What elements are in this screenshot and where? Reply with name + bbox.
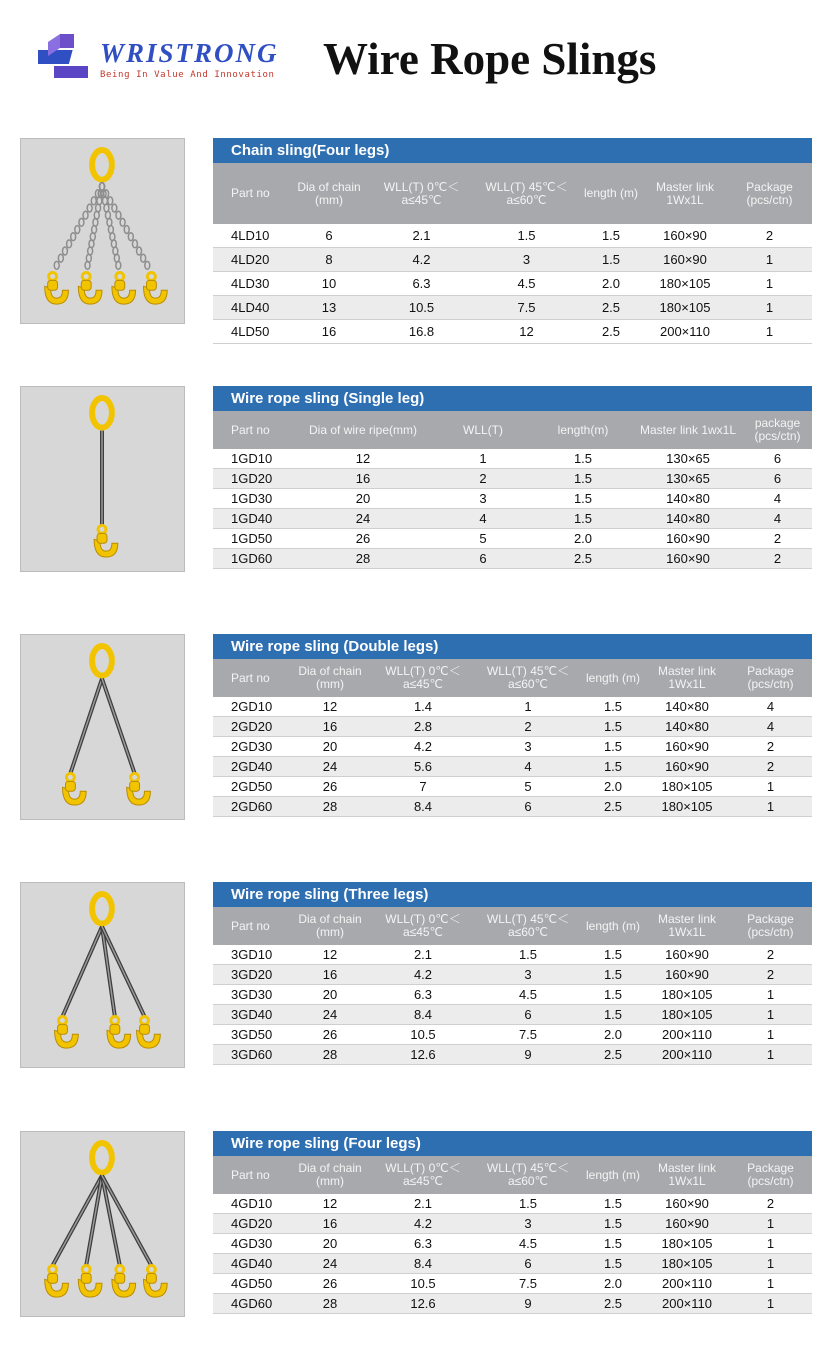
table-cell: 4GD20 bbox=[231, 1216, 273, 1231]
table-cell: 3GD60 bbox=[231, 1047, 273, 1062]
table-cell: 130×65 bbox=[666, 451, 710, 466]
table-cell: 180×105 bbox=[661, 987, 713, 1002]
table-cell: 12 bbox=[355, 451, 371, 466]
table-cell: 7 bbox=[419, 779, 427, 794]
table-cell: 4LD10 bbox=[231, 228, 270, 243]
table-cell: 10.5 bbox=[408, 300, 435, 315]
table-cell: 2 bbox=[766, 947, 775, 962]
column-header: length(m) bbox=[557, 422, 609, 437]
table-cell: 140×80 bbox=[665, 699, 709, 714]
table-cell: 28 bbox=[322, 1047, 338, 1062]
column-header: Part no bbox=[231, 1167, 270, 1182]
table-cell: 4.5 bbox=[517, 276, 536, 291]
table-title: Wire rope sling (Single leg) bbox=[213, 386, 812, 411]
table-cell: 24 bbox=[322, 1256, 338, 1271]
column-header: Package (pcs/ctn) bbox=[746, 179, 793, 207]
table-cell: 200×110 bbox=[661, 1027, 712, 1042]
column-header: Part no bbox=[231, 186, 270, 200]
table-cell: 4.5 bbox=[518, 1236, 538, 1251]
table-cell: 4 bbox=[773, 511, 782, 526]
table-cell: 1.5 bbox=[603, 1007, 623, 1022]
table-row bbox=[213, 1254, 812, 1274]
table-row bbox=[213, 1025, 812, 1045]
table-cell: 1.5 bbox=[603, 987, 623, 1002]
table-cell: 180×105 bbox=[661, 779, 713, 794]
column-header: Dia of wire ripe(mm) bbox=[308, 422, 417, 437]
table-cell: 2GD40 bbox=[231, 759, 273, 774]
table-header-row bbox=[213, 163, 812, 224]
table-row bbox=[213, 985, 812, 1005]
table-cell: 10.5 bbox=[410, 1276, 436, 1291]
table-cell: 1.5 bbox=[603, 719, 623, 734]
column-header: Master link 1Wx1L bbox=[657, 664, 716, 691]
table-cell: 4LD40 bbox=[231, 300, 270, 315]
table-title: Chain sling(Four legs) bbox=[213, 138, 812, 163]
table-cell: 4 bbox=[766, 699, 775, 714]
table-cell: 1.5 bbox=[603, 1216, 623, 1231]
table-cell: 2GD60 bbox=[231, 799, 273, 814]
table-row bbox=[213, 717, 812, 737]
table-cell: 1GD60 bbox=[231, 551, 273, 566]
table-row bbox=[213, 1194, 812, 1214]
column-header: Package (pcs/ctn) bbox=[747, 664, 794, 691]
table-cell: 2 bbox=[766, 967, 775, 982]
table-header-row bbox=[213, 659, 812, 697]
table-cell: 1 bbox=[766, 1027, 775, 1042]
table-body bbox=[213, 224, 812, 344]
table-cell: 1 bbox=[766, 1047, 775, 1062]
page-header bbox=[0, 0, 830, 100]
table-cell: 1.5 bbox=[573, 471, 593, 486]
table-cell: 28 bbox=[322, 799, 338, 814]
table-row bbox=[213, 697, 812, 717]
table-cell: 20 bbox=[322, 1236, 338, 1251]
table-cell: 2GD30 bbox=[231, 739, 273, 754]
table-cell: 20 bbox=[355, 491, 371, 506]
table-cell: 2.1 bbox=[412, 228, 431, 243]
table-cell: 1 bbox=[766, 799, 775, 814]
table-cell: 1 bbox=[766, 1256, 775, 1271]
table-cell: 3GD40 bbox=[231, 1007, 273, 1022]
column-header: WLL(T) 0℃＜a≤45℃ bbox=[383, 179, 460, 207]
table-cell: 16 bbox=[321, 324, 337, 339]
page-title: Wire Rope Slings bbox=[323, 34, 657, 84]
table-cell: 1.5 bbox=[518, 947, 538, 962]
table-cell: 130×65 bbox=[666, 471, 710, 486]
table-row bbox=[213, 777, 812, 797]
table-cell: 4 bbox=[479, 511, 487, 526]
table-cell: 10 bbox=[321, 276, 337, 291]
table-cell: 200×110 bbox=[659, 324, 710, 339]
wristrong-logo-icon bbox=[38, 30, 94, 86]
table-cell: 2.1 bbox=[413, 947, 433, 962]
table-cell: 2.0 bbox=[601, 276, 621, 291]
column-header: length (m) bbox=[585, 670, 641, 685]
table-cell: 160×90 bbox=[665, 1216, 709, 1231]
table-cell: 1.5 bbox=[518, 1196, 538, 1211]
spec-table bbox=[213, 882, 812, 1065]
table-cell: 1.5 bbox=[517, 228, 536, 243]
table-cell: 28 bbox=[322, 1296, 338, 1311]
column-header: Dia of chain (mm) bbox=[297, 179, 361, 207]
table-cell: 2.5 bbox=[573, 551, 593, 566]
four-leg-wire-rope-sling-image bbox=[20, 1131, 185, 1317]
column-header: Part no bbox=[231, 670, 270, 685]
table-cell: 4.2 bbox=[413, 1216, 433, 1231]
table-cell: 4.2 bbox=[413, 739, 433, 754]
spec-table bbox=[213, 1131, 812, 1314]
table-cell: 1.5 bbox=[573, 491, 593, 506]
table-cell: 6 bbox=[325, 228, 333, 243]
table-cell: 26 bbox=[322, 1276, 338, 1291]
table-cell: 16 bbox=[322, 719, 338, 734]
table-cell: 200×110 bbox=[661, 1047, 712, 1062]
table-row bbox=[213, 1214, 812, 1234]
table-cell: 6.3 bbox=[413, 987, 433, 1002]
column-header: WLL(T) 45℃＜a≤60℃ bbox=[486, 1161, 570, 1188]
table-cell: 1 bbox=[765, 252, 774, 267]
column-header: Master link 1Wx1L bbox=[657, 1161, 716, 1188]
brand-name: WRISTRONG bbox=[100, 38, 279, 68]
table-cell: 24 bbox=[322, 1007, 338, 1022]
table-row bbox=[213, 1234, 812, 1254]
table-cell: 1.4 bbox=[413, 699, 433, 714]
table-title: Wire rope sling (Three legs) bbox=[213, 882, 812, 907]
table-cell: 16.8 bbox=[408, 324, 435, 339]
table-cell: 1GD10 bbox=[231, 451, 273, 466]
table-cell: 2 bbox=[766, 759, 775, 774]
table-cell: 1.5 bbox=[603, 1236, 623, 1251]
column-header: length (m) bbox=[585, 918, 641, 933]
table-cell: 160×90 bbox=[665, 759, 709, 774]
table-cell: 140×80 bbox=[666, 511, 710, 526]
spec-table bbox=[213, 634, 812, 817]
table-cell: 2 bbox=[773, 531, 782, 546]
table-row bbox=[213, 737, 812, 757]
table-row bbox=[213, 296, 812, 320]
table-cell: 4LD50 bbox=[231, 324, 270, 339]
table-row bbox=[213, 1274, 812, 1294]
column-header: WLL(T) 0℃＜a≤45℃ bbox=[385, 1161, 461, 1188]
table-cell: 2GD10 bbox=[231, 699, 273, 714]
table-cell: 12.6 bbox=[410, 1047, 436, 1062]
table-cell: 4GD10 bbox=[231, 1196, 273, 1211]
table-cell: 140×80 bbox=[665, 719, 709, 734]
table-cell: 8 bbox=[325, 252, 333, 267]
table-cell: 180×105 bbox=[661, 1236, 713, 1251]
column-header: WLL(T) 0℃＜a≤45℃ bbox=[385, 912, 461, 939]
table-cell: 1.5 bbox=[603, 967, 623, 982]
table-cell: 26 bbox=[355, 531, 371, 546]
table-cell: 26 bbox=[322, 1027, 338, 1042]
table-cell: 4LD20 bbox=[231, 252, 270, 267]
table-cell: 2 bbox=[524, 719, 532, 734]
table-cell: 2 bbox=[766, 739, 775, 754]
table-row bbox=[213, 1045, 812, 1065]
table-cell: 20 bbox=[322, 987, 338, 1002]
column-header: Dia of chain (mm) bbox=[298, 912, 362, 939]
table-cell: 140×80 bbox=[666, 491, 710, 506]
table-cell: 180×105 bbox=[659, 276, 711, 291]
table-cell: 6 bbox=[773, 471, 782, 486]
table-cell: 3GD30 bbox=[231, 987, 273, 1002]
table-cell: 2.0 bbox=[603, 1276, 623, 1291]
table-cell: 7.5 bbox=[517, 300, 536, 315]
table-cell: 24 bbox=[322, 759, 338, 774]
column-header: Master link 1Wx1L bbox=[657, 912, 716, 939]
table-cell: 6.3 bbox=[413, 1236, 433, 1251]
table-cell: 1 bbox=[766, 1007, 775, 1022]
table-cell: 2.5 bbox=[601, 324, 621, 339]
table-row bbox=[213, 469, 812, 489]
table-cell: 13 bbox=[321, 300, 337, 315]
table-row bbox=[213, 757, 812, 777]
table-cell: 1 bbox=[765, 276, 774, 291]
column-header: Dia of chain (mm) bbox=[298, 1161, 362, 1188]
table-cell: 1.5 bbox=[601, 228, 621, 243]
spec-table bbox=[213, 386, 812, 569]
table-cell: 3GD10 bbox=[231, 947, 273, 962]
table-row bbox=[213, 509, 812, 529]
table-cell: 1.5 bbox=[573, 451, 593, 466]
table-cell: 10.5 bbox=[410, 1027, 436, 1042]
table-cell: 12 bbox=[322, 1196, 338, 1211]
table-cell: 3GD50 bbox=[231, 1027, 273, 1042]
table-row bbox=[213, 224, 812, 248]
table-row bbox=[213, 272, 812, 296]
table-cell: 4GD30 bbox=[231, 1236, 273, 1251]
table-title: Wire rope sling (Double legs) bbox=[213, 634, 812, 659]
table-cell: 6 bbox=[524, 1256, 532, 1271]
table-row bbox=[213, 248, 812, 272]
table-cell: 2.1 bbox=[413, 1196, 433, 1211]
table-header-row bbox=[213, 1156, 812, 1194]
table-cell: 8.4 bbox=[413, 1256, 433, 1271]
table-cell: 28 bbox=[355, 551, 371, 566]
column-header: length (m) bbox=[583, 186, 639, 200]
table-cell: 12 bbox=[322, 699, 338, 714]
table-cell: 4GD40 bbox=[231, 1256, 273, 1271]
column-header: length (m) bbox=[585, 1167, 641, 1182]
column-header: Package (pcs/ctn) bbox=[747, 1161, 794, 1188]
table-cell: 160×90 bbox=[665, 947, 709, 962]
table-cell: 160×90 bbox=[665, 739, 709, 754]
table-cell: 2.5 bbox=[603, 799, 623, 814]
table-row bbox=[213, 529, 812, 549]
table-cell: 180×105 bbox=[661, 799, 713, 814]
four-leg-chain-sling-image bbox=[20, 138, 185, 324]
table-cell: 12.6 bbox=[410, 1296, 436, 1311]
table-row bbox=[213, 797, 812, 817]
table-cell: 2 bbox=[773, 551, 782, 566]
table-cell: 2.5 bbox=[603, 1047, 623, 1062]
table-header-row bbox=[213, 411, 812, 449]
brand-tagline: Being In Value And Innovation bbox=[100, 70, 275, 80]
column-header: WLL(T) 45℃＜a≤60℃ bbox=[486, 664, 570, 691]
table-row bbox=[213, 549, 812, 569]
single-leg-wire-rope-sling-image bbox=[20, 386, 185, 572]
table-cell: 6 bbox=[524, 1007, 532, 1022]
table-cell: 16 bbox=[322, 1216, 338, 1231]
table-cell: 3GD20 bbox=[231, 967, 273, 982]
table-cell: 1.5 bbox=[603, 759, 623, 774]
table-row bbox=[213, 945, 812, 965]
column-header: Package (pcs/ctn) bbox=[747, 912, 794, 939]
table-cell: 24 bbox=[355, 511, 371, 526]
table-cell: 3 bbox=[479, 491, 487, 506]
table-row bbox=[213, 320, 812, 344]
table-cell: 1GD50 bbox=[231, 531, 273, 546]
table-cell: 2 bbox=[765, 228, 774, 243]
table-cell: 1.5 bbox=[603, 947, 623, 962]
table-cell: 1 bbox=[765, 300, 774, 315]
table-body bbox=[213, 449, 812, 569]
table-cell: 1 bbox=[765, 324, 774, 339]
table-cell: 9 bbox=[524, 1047, 532, 1062]
table-title: Wire rope sling (Four legs) bbox=[213, 1131, 812, 1156]
table-cell: 1 bbox=[766, 779, 775, 794]
table-cell: 16 bbox=[322, 967, 338, 982]
table-cell: 2.0 bbox=[573, 531, 593, 546]
table-cell: 180×105 bbox=[661, 1007, 713, 1022]
column-header: WLL(T) bbox=[463, 422, 503, 437]
table-cell: 1 bbox=[766, 1276, 775, 1291]
table-cell: 200×110 bbox=[661, 1276, 712, 1291]
table-header-row bbox=[213, 907, 812, 945]
table-cell: 1.5 bbox=[603, 1256, 623, 1271]
table-cell: 4 bbox=[773, 491, 782, 506]
table-cell: 1 bbox=[766, 1216, 775, 1231]
table-cell: 2.8 bbox=[413, 719, 433, 734]
table-cell: 8.4 bbox=[413, 1007, 433, 1022]
table-cell: 4LD30 bbox=[231, 276, 270, 291]
table-cell: 3 bbox=[522, 252, 531, 267]
table-cell: 8.4 bbox=[413, 799, 433, 814]
table-cell: 2 bbox=[479, 471, 487, 486]
table-cell: 1GD40 bbox=[231, 511, 273, 526]
table-cell: 2.5 bbox=[603, 1296, 623, 1311]
table-cell: 12 bbox=[322, 947, 338, 962]
spec-table bbox=[213, 138, 812, 344]
table-cell: 1.5 bbox=[603, 699, 623, 714]
table-cell: 1 bbox=[766, 1236, 775, 1251]
table-cell: 6 bbox=[773, 451, 782, 466]
table-cell: 2GD20 bbox=[231, 719, 273, 734]
column-header: Part no bbox=[231, 918, 270, 933]
table-row bbox=[213, 1294, 812, 1314]
table-cell: 4.2 bbox=[412, 252, 431, 267]
column-header: Dia of chain (mm) bbox=[298, 664, 362, 691]
table-row bbox=[213, 449, 812, 469]
table-cell: 3 bbox=[524, 739, 532, 754]
table-cell: 3 bbox=[524, 967, 532, 982]
table-cell: 2.0 bbox=[603, 1027, 623, 1042]
table-cell: 2 bbox=[766, 1196, 775, 1211]
table-cell: 4 bbox=[766, 719, 775, 734]
table-cell: 1.5 bbox=[603, 1196, 623, 1211]
table-cell: 1 bbox=[524, 699, 532, 714]
column-header: Master link 1wx1L bbox=[639, 422, 737, 437]
table-body bbox=[213, 945, 812, 1065]
table-cell: 4GD50 bbox=[231, 1276, 273, 1291]
table-cell: 5 bbox=[524, 779, 532, 794]
table-row bbox=[213, 965, 812, 985]
table-cell: 1 bbox=[479, 451, 487, 466]
table-row bbox=[213, 489, 812, 509]
table-cell: 4GD60 bbox=[231, 1296, 273, 1311]
column-header: Part no bbox=[231, 422, 270, 437]
table-cell: 16 bbox=[355, 471, 371, 486]
table-cell: 6.3 bbox=[412, 276, 431, 291]
double-leg-wire-rope-sling-image bbox=[20, 634, 185, 820]
table-cell: 7.5 bbox=[518, 1027, 538, 1042]
table-cell: 200×110 bbox=[661, 1296, 712, 1311]
table-cell: 26 bbox=[322, 779, 338, 794]
table-cell: 3 bbox=[524, 1216, 532, 1231]
table-cell: 2.5 bbox=[601, 300, 621, 315]
table-cell: 20 bbox=[322, 739, 338, 754]
table-cell: 180×105 bbox=[659, 300, 711, 315]
column-header: WLL(T) 45℃＜a≤60℃ bbox=[486, 912, 570, 939]
table-cell: 160×90 bbox=[663, 228, 707, 243]
table-cell: 1.5 bbox=[573, 511, 593, 526]
table-cell: 5.6 bbox=[413, 759, 433, 774]
table-cell: 1GD20 bbox=[231, 471, 273, 486]
column-header: package (pcs/ctn) bbox=[754, 416, 801, 443]
table-cell: 12 bbox=[519, 324, 534, 339]
table-cell: 2.0 bbox=[603, 779, 623, 794]
table-cell: 6 bbox=[524, 799, 532, 814]
table-cell: 160×90 bbox=[665, 1196, 709, 1211]
table-cell: 4.5 bbox=[518, 987, 538, 1002]
table-cell: 180×105 bbox=[661, 1256, 713, 1271]
table-cell: 7.5 bbox=[518, 1276, 538, 1291]
table-cell: 1 bbox=[766, 987, 775, 1002]
table-cell: 6 bbox=[479, 551, 487, 566]
table-cell: 160×90 bbox=[666, 551, 710, 566]
table-cell: 4.2 bbox=[413, 967, 433, 982]
table-cell: 1.5 bbox=[601, 252, 621, 267]
column-header: WLL(T) 0℃＜a≤45℃ bbox=[385, 664, 461, 691]
table-row bbox=[213, 1005, 812, 1025]
table-cell: 160×90 bbox=[665, 967, 709, 982]
table-cell: 160×90 bbox=[663, 252, 707, 267]
three-leg-wire-rope-sling-image bbox=[20, 882, 185, 1068]
table-cell: 1GD30 bbox=[231, 491, 273, 506]
table-body bbox=[213, 697, 812, 817]
table-body bbox=[213, 1194, 812, 1314]
table-cell: 1.5 bbox=[603, 739, 623, 754]
column-header: Master link 1Wx1L bbox=[655, 179, 714, 207]
table-cell: 9 bbox=[524, 1296, 532, 1311]
table-cell: 4 bbox=[524, 759, 532, 774]
table-cell: 2GD50 bbox=[231, 779, 273, 794]
table-cell: 1 bbox=[766, 1296, 775, 1311]
table-cell: 5 bbox=[479, 531, 487, 546]
table-cell: 160×90 bbox=[666, 531, 710, 546]
column-header: WLL(T) 45℃＜a≤60℃ bbox=[485, 179, 568, 207]
